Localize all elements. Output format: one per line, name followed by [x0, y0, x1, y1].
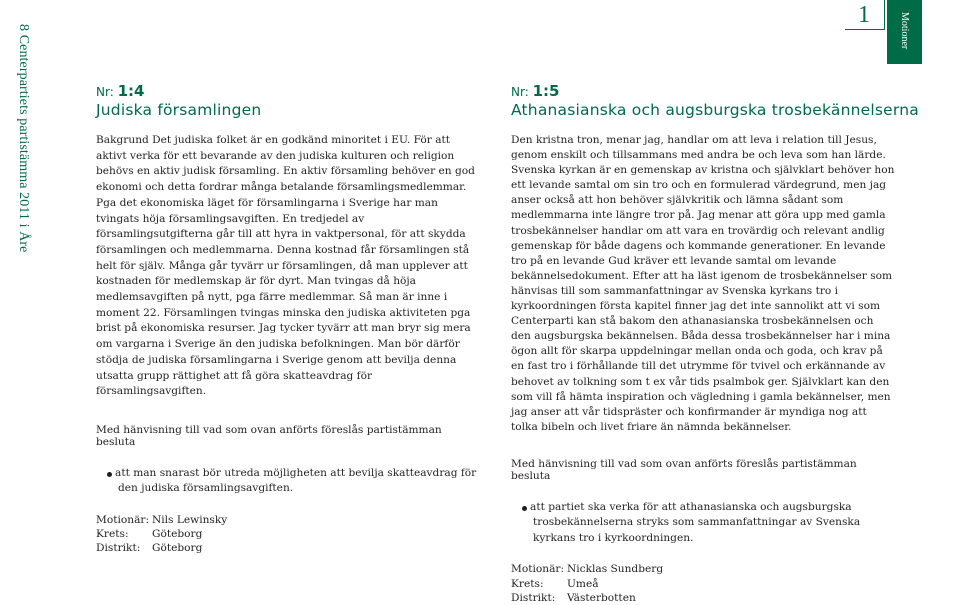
motion-title: Judiska församlingen	[96, 101, 262, 119]
meta-value: Nils Lewinsky	[152, 513, 228, 526]
meta-key: Krets:	[96, 528, 129, 541]
meta-row	[511, 577, 896, 591]
motion-proposal-text: att man snarast bör utreda möjligheten att bevilja skatteavdrag för den judiska församlingsavgiften.	[115, 466, 477, 495]
side-running-header: 8 Centerpartiets partistämma 2011 i Åre	[16, 24, 31, 253]
motion-body: Den kristna tron, menar jag, handlar om att leva i relation till Jesus, genom enskilt och tillsammans med andra be och leva som han lärde. Svenska kyrkan är en gemenskap av kristna och självklart behöver hon ett levande samtal om sin tro och en formulerad värdegrund, men jag anser också att hon behöver självkritik och lämna sådant som medlemmarna inte längre tror på. Jag menar att göra upp med gamla trosbekännelser handlar om att vara en trovärdig och relevant andlig gemenskap för både dagens och kommande generationer. En levande tro på en levande Gud kräver ett levande samtal om levande bekännelsedokument. Efter att ha läst igenom de trosbekännelser som hänvisas till som sammanfattningar av Svenska kyrkans tro i kyrkoordningen första kapitel finner jag det inte sannolikt att vi som Centerparti kan stå bakom den athanasianska trosbekännelsen och den augsburgska bekännelsen. Båda dessa trosbekännelser har i mina ögon allt för skarpa uppdelningar mellan onda och goda, och krav på en fast tro i förhållande till det utrymme för tvivel och erkännande av behovet av tolkning som t ex vår tids psalmbok ger. Självklart kan den som vill få hämta inspiration och vägledning i gamla bekännelser, men jag anser att vår tidspräster och konfirmander är myndiga nog att tolka bibeln och livet friare än nämnda bekännelser.	[511, 134, 895, 433]
page-number: 1	[845, 0, 885, 30]
motion-number-label: Nr:	[511, 85, 529, 99]
meta-value: Umeå	[567, 577, 599, 590]
motion-proposal	[96, 466, 481, 497]
motion-number-value: 1:4	[117, 82, 145, 100]
motion-lead: Med hänvisning till vad som ovan anförts föreslås partistämman besluta	[96, 423, 442, 448]
motion-number	[511, 82, 896, 98]
motion-number	[96, 82, 481, 98]
bullet-icon	[107, 472, 112, 477]
motion-title: Athanasianska och augsburgska trosbekännelserna	[511, 101, 919, 119]
meta-row	[511, 562, 896, 576]
meta-key: Motionär:	[511, 563, 565, 576]
meta-value: Göteborg	[152, 542, 203, 555]
motion-body: Bakgrund Det judiska folket är en godkänd minoritet i EU. För att aktivt verka för ett bevarande av den judiska kulturen och religion behövs en aktiv judisk församling. En aktiv församling behöver en god ekonomi och detta fordrar många betalande församlingsmedlemmar. Pga det ekonomiska läget för församlingarna i Sverige har man tvingats höja församlingsavgiften. En tredjedel av församlingsutgifterna går till att hyra in vaktpersonal, för att skydda församlingen och medlemmarna. Denna kostnad får församlingen stå helt för själv. Många går tyvärr ur församlingen, då man upplever att kostnaden för medlemskap är för dyrt. Man tvingas då höja medlemsavgiften på nytt, pga färre medlemmar. Så man är inne i moment 22. Församlingen tvingas minska den judiska aktiviteten pga brist på ekonomiska resurser. Jag tycker tyvärr att man bryr sig mera om vargarna i Sverige än den judiska befolkningen. Man bör därför stödja de judiska församlingarna i Sverige genom att bevilja denna utsatta grupp rättighet att få göra skatteavdrag för församlingsavgiften.	[96, 134, 475, 398]
meta-value: Västerbotten	[567, 591, 636, 604]
meta-row	[96, 527, 481, 541]
meta-row	[96, 513, 481, 527]
meta-value: Göteborg	[152, 528, 203, 541]
motion-meta	[96, 513, 481, 556]
motion-lead: Med hänvisning till vad som ovan anförts föreslås partistämman besluta	[511, 457, 857, 482]
meta-key: Distrikt:	[511, 591, 556, 604]
meta-row	[511, 591, 896, 605]
motion-meta	[511, 562, 896, 605]
motion-left	[96, 70, 481, 556]
meta-key: Motionär:	[96, 513, 150, 526]
meta-key: Krets:	[511, 577, 544, 590]
meta-value: Nicklas Sundberg	[567, 563, 664, 576]
motion-right	[511, 70, 919, 605]
motion-proposal	[511, 500, 896, 547]
motion-number-label: Nr:	[96, 85, 114, 99]
bullet-icon	[522, 506, 527, 511]
section-tab	[887, 0, 922, 64]
motion-number-value: 1:5	[532, 82, 560, 100]
meta-key: Distrikt:	[96, 542, 141, 555]
motion-proposal-text: att partiet ska verka för att athanasianska och augsburgska trosbekännelserna stryks som sammanfattningar av Svenska kyrkans tro i kyrkoordningen.	[530, 500, 861, 544]
meta-row	[96, 541, 481, 555]
section-tab-label: Motioner	[899, 12, 910, 50]
